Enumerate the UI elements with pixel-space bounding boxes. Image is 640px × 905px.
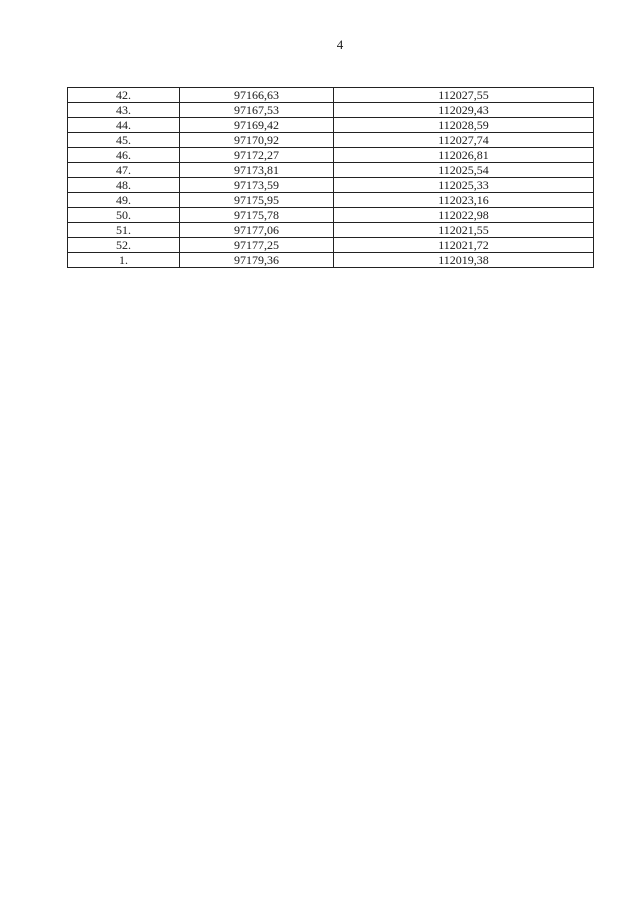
y-coordinate-cell: 112025,54 — [334, 163, 594, 178]
point-number-cell: 46. — [68, 148, 180, 163]
point-number-cell: 44. — [68, 118, 180, 133]
x-coordinate-cell: 97170,92 — [180, 133, 334, 148]
y-coordinate-cell: 112026,81 — [334, 148, 594, 163]
table-row — [68, 148, 594, 163]
coordinates-table-body — [68, 88, 594, 268]
y-coordinate-cell: 112025,33 — [334, 178, 594, 193]
y-coordinate-cell: 112023,16 — [334, 193, 594, 208]
x-coordinate-cell: 97175,95 — [180, 193, 334, 208]
coordinates-table — [67, 87, 594, 268]
table-row — [68, 238, 594, 253]
point-number-cell: 52. — [68, 238, 180, 253]
x-coordinate-cell: 97177,06 — [180, 223, 334, 238]
point-number-cell: 45. — [68, 133, 180, 148]
y-coordinate-cell: 112021,72 — [334, 238, 594, 253]
point-number-cell: 51. — [68, 223, 180, 238]
point-number-cell: 42. — [68, 88, 180, 103]
table-row — [68, 118, 594, 133]
x-coordinate-cell: 97173,81 — [180, 163, 334, 178]
x-coordinate-cell: 97169,42 — [180, 118, 334, 133]
table-row — [68, 133, 594, 148]
x-coordinate-cell: 97172,27 — [180, 148, 334, 163]
point-number-cell: 43. — [68, 103, 180, 118]
x-coordinate-cell: 97173,59 — [180, 178, 334, 193]
table-row — [68, 208, 594, 223]
y-coordinate-cell: 112019,38 — [334, 253, 594, 268]
y-coordinate-cell: 112027,74 — [334, 133, 594, 148]
x-coordinate-cell: 97175,78 — [180, 208, 334, 223]
point-number-cell: 47. — [68, 163, 180, 178]
table-row — [68, 103, 594, 118]
y-coordinate-cell: 112027,55 — [334, 88, 594, 103]
table-row — [68, 163, 594, 178]
table-row — [68, 223, 594, 238]
y-coordinate-cell: 112029,43 — [334, 103, 594, 118]
x-coordinate-cell: 97179,36 — [180, 253, 334, 268]
x-coordinate-cell: 97167,53 — [180, 103, 334, 118]
table-row — [68, 193, 594, 208]
point-number-cell: 50. — [68, 208, 180, 223]
page-number: 4 — [336, 37, 344, 52]
table-row — [68, 178, 594, 193]
x-coordinate-cell: 97166,63 — [180, 88, 334, 103]
y-coordinate-cell: 112021,55 — [334, 223, 594, 238]
point-number-cell: 1. — [68, 253, 180, 268]
y-coordinate-cell: 112028,59 — [334, 118, 594, 133]
y-coordinate-cell: 112022,98 — [334, 208, 594, 223]
table-row — [68, 88, 594, 103]
table-row — [68, 253, 594, 268]
x-coordinate-cell: 97177,25 — [180, 238, 334, 253]
point-number-cell: 48. — [68, 178, 180, 193]
point-number-cell: 49. — [68, 193, 180, 208]
